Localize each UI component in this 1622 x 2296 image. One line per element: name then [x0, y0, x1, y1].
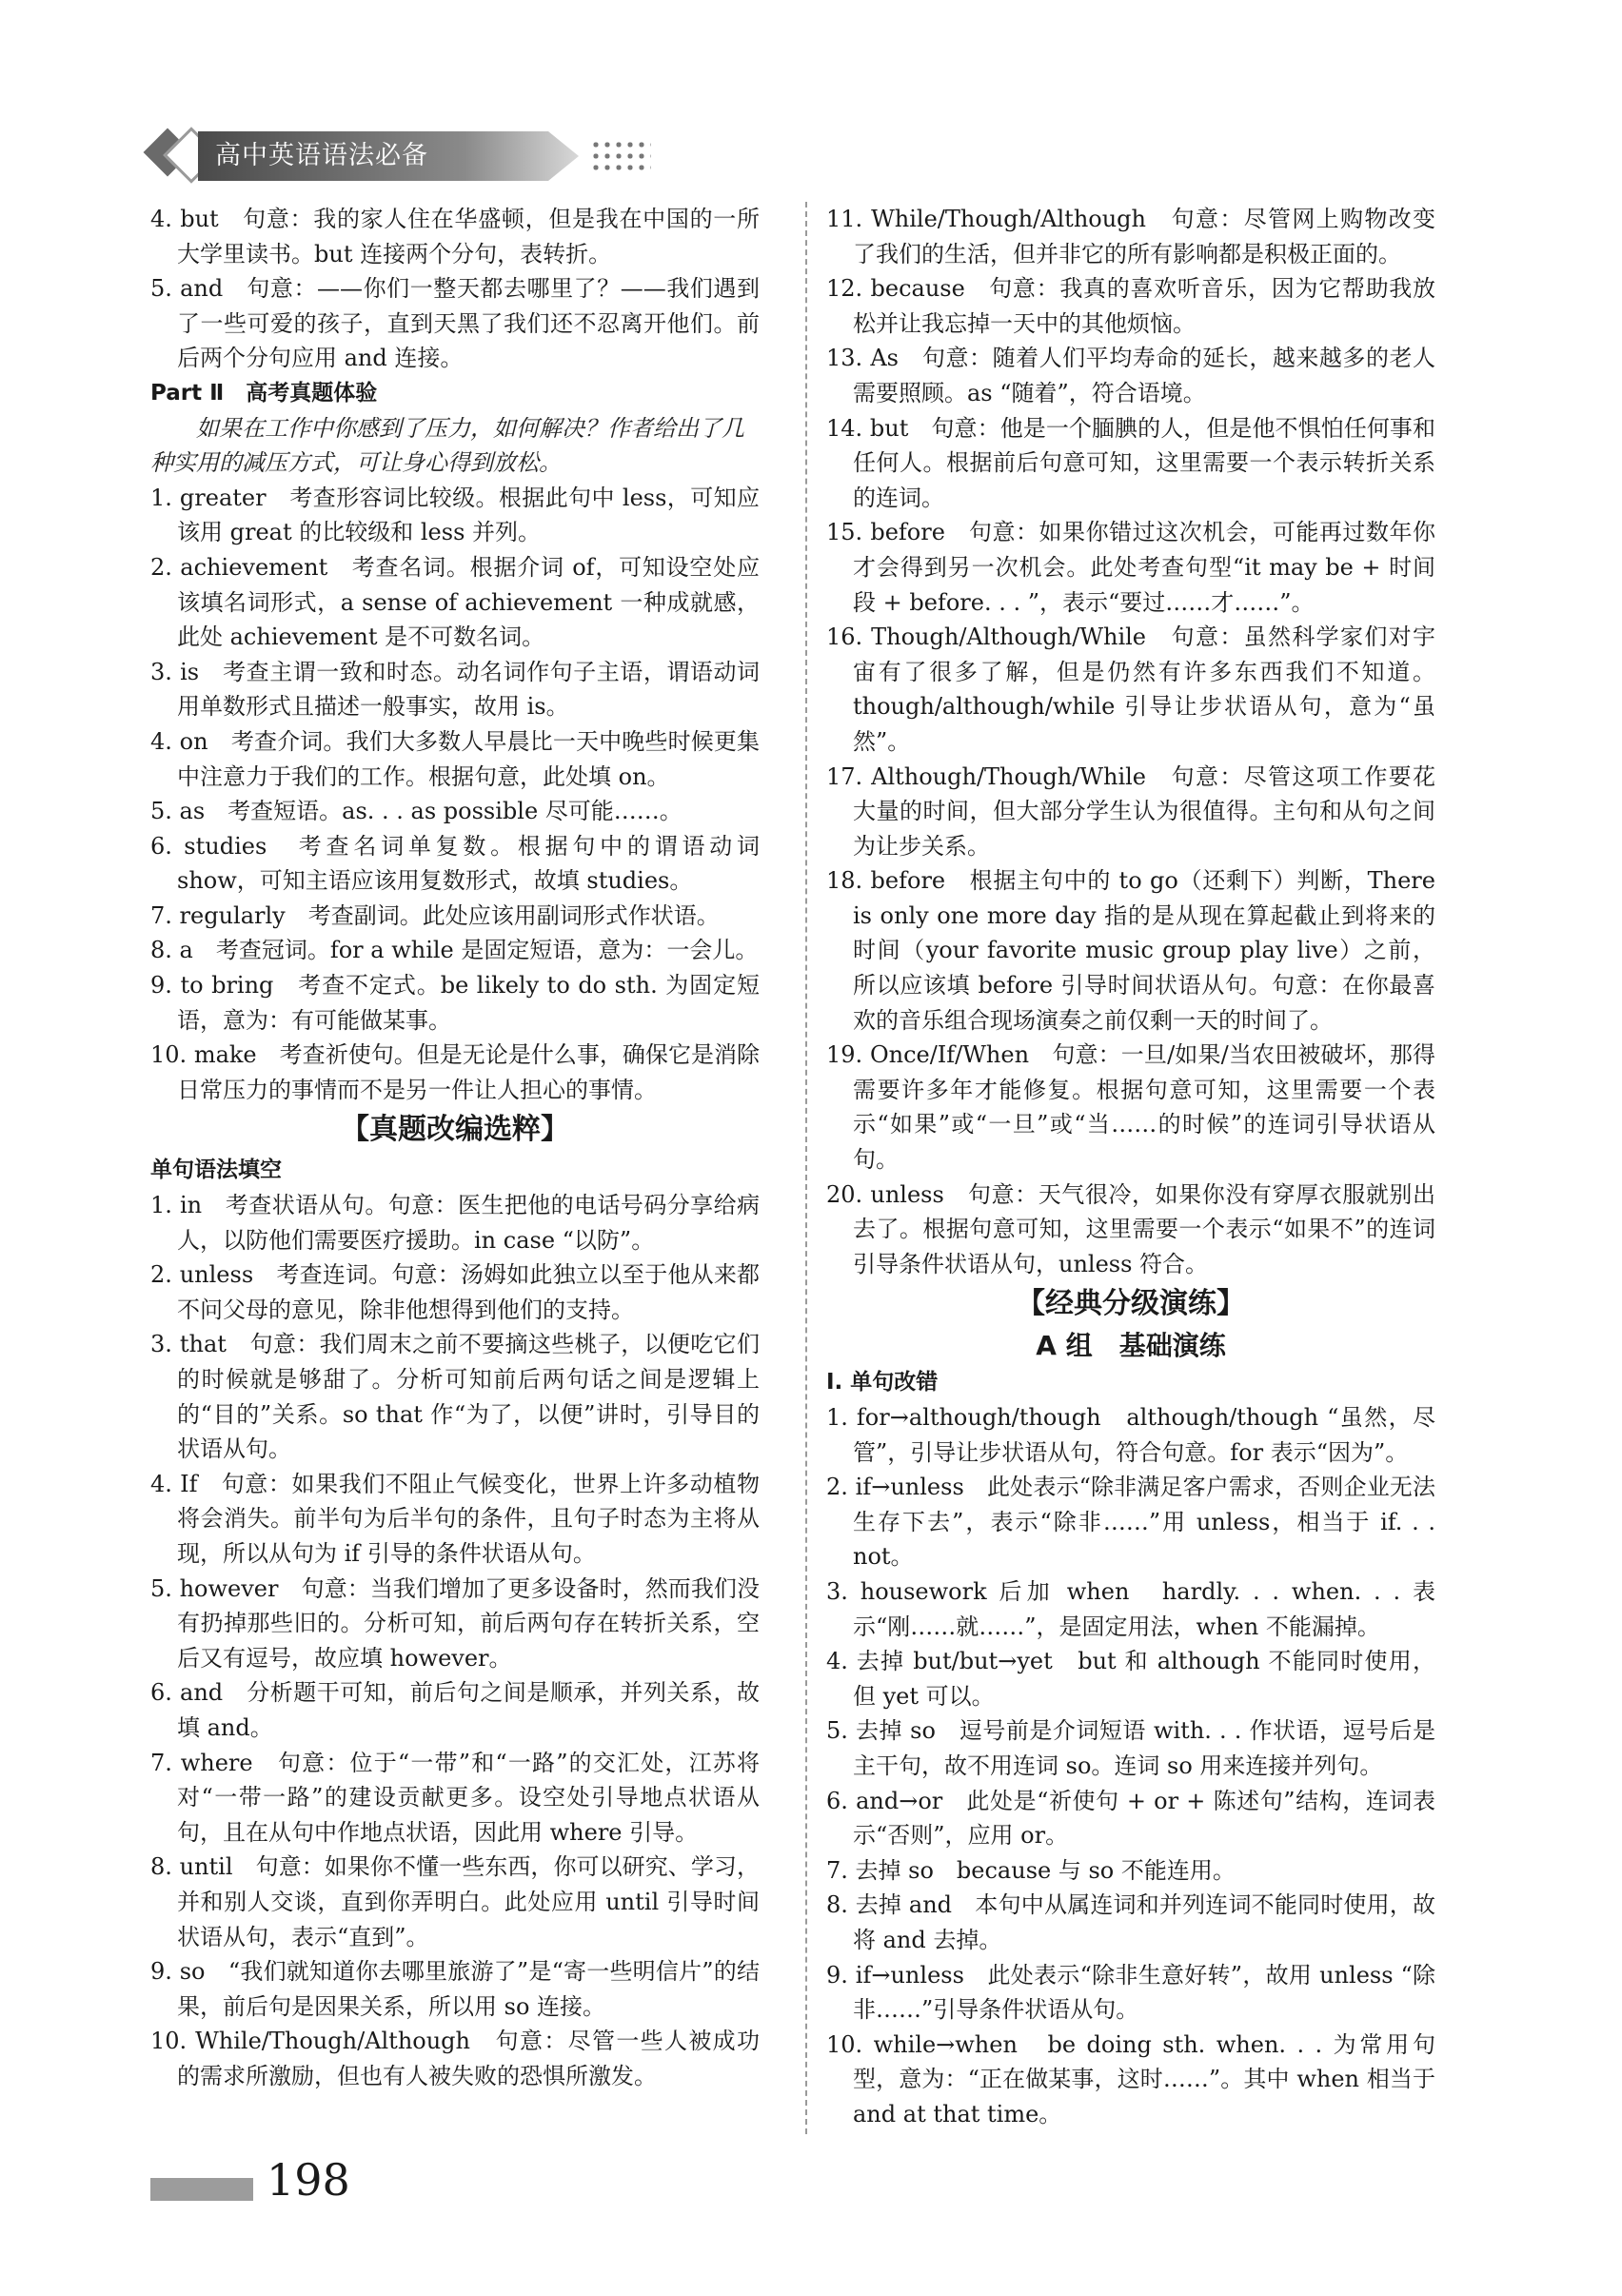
page-number: 198	[267, 2154, 350, 2206]
section-heading: 【经典分级演练】	[1017, 1287, 1245, 1321]
answer-item: 2. achievement 考查名词。根据介词 of，可知设空处应该填名词形式，a sense of achievement 一种成就感，此处 achievement 是不可数名词。	[150, 553, 760, 651]
answer-item: 8. until 句意：如果你不懂一些东西，你可以研究、学习，并和别人交谈，直到你弄明白。此处应用 until 引导时间状语从句，表示“直到”。	[150, 1853, 760, 1950]
left-column	[150, 202, 760, 2093]
column-divider	[805, 202, 807, 2134]
footer-bar	[150, 2178, 253, 2201]
answer-item: 20. unless 句意：天气很冷，如果你没有穿厚衣服就别出去了。根据句意可知，这里需要一个表示“如果不”的连词引导条件状语从句，unless 符合。	[826, 1180, 1435, 1277]
answer-item: 8. 去掉 and 本句中从属连词和并列连词不能同时使用，故将 and 去掉。	[826, 1891, 1435, 1953]
answer-item: 5. 去掉 so 逗号前是介词短语 with. . . 作状语，逗号后是主干句，故不用连词 so。连词 so 用来连接并列句。	[826, 1717, 1435, 1779]
answer-item: 5. as 考查短语。as. . . as possible 尽可能……。	[150, 798, 682, 825]
answer-item: 3. housework 后加 when hardly. . . when. . . 表示“刚……就……”，是固定用法，when 不能漏掉。	[826, 1577, 1435, 1640]
part-heading: Part Ⅱ 高考真题体验	[150, 380, 378, 406]
answer-item: 10. While/Though/Although 句意：尽管一些人被成功的需求所激励，但也有人被失败的恐惧所激发。	[150, 2028, 760, 2089]
answer-item: 9. so “我们就知道你去哪里旅游了”是“寄一些明信片”的结果，前后句是因果关系，所以用 so 连接。	[150, 1958, 760, 2020]
answer-item: 16. Though/Although/While 句意：虽然科学家们对宇宙有了很多了解，但是仍然有许多东西我们不知道。though/although/while 引导让步状语从句，意为“虽然”。	[826, 623, 1435, 755]
answer-item: 18. before 根据主句中的 to go（还剩下）判断，There is only one more day 指的是从现在算起截止到将来的时间（your favorite music group play live）之前，所以应该填 before 引导时间状语从句。句意：在你最喜欢的音乐组合现场演奏之前仅剩一天的时间了。	[826, 867, 1435, 1034]
section-heading: 【真题改编选粹】	[341, 1113, 569, 1147]
answer-item: 5. however 句意：当我们增加了更多设备时，然而我们没有扔掉那些旧的。分析可知，前后两句存在转折关系，空后又有逗号，故应填 however。	[150, 1574, 760, 1672]
answer-item: 1. for→although/though although/though “虽然，尽管”，引导让步状语从句，符合句意。for 表示“因为”。	[826, 1404, 1435, 1466]
answer-item: 15. before 句意：如果你错过这次机会，可能再过数年你才会得到另一次机会。此处考查句型“it may be + 时间段 + before. . . ”，表示“要过……才……”。	[826, 519, 1435, 616]
answer-item: 13. As 句意：随着人们平均寿命的延长，越来越多的老人需要照顾。as “随着”，符合语境。	[826, 345, 1435, 406]
answer-item: 3. that 句意：我们周末之前不要摘这些桃子，以便吃它们的时候就是够甜了。分析可知前后两句话之间是逻辑上的“目的”关系。so that 作“为了，以便”讲时，引导目的状语从句。	[150, 1331, 760, 1463]
answer-item: 6. and→or 此处是“祈使句 + or + 陈述句”结构，连词表示“否则”，应用 or。	[826, 1787, 1435, 1850]
answer-item: 9. to bring 考查不定式。be likely to do sth. 为固定短语，意为：有可能做某事。	[150, 972, 760, 1034]
answer-item: 9. if→unless 此处表示“除非生意好转”，故用 unless “除非……”引导条件状语从句。	[826, 1961, 1435, 2024]
answer-item: 7. 去掉 so because 与 so 不能连用。	[826, 1856, 1236, 1884]
answer-item: 1. greater 考查形容词比较级。根据此句中 less，可知应该用 great 的比较级和 less 并列。	[150, 484, 760, 546]
page-header	[143, 131, 676, 181]
answer-item: 3. is 考查主谓一致和时态。动名词作句子主语，谓语动词用单数形式且描述一般事实，故用 is。	[150, 658, 760, 721]
answer-item: 4. 去掉 but/but→yet but 和 although 不能同时使用，但 yet 可以。	[826, 1648, 1435, 1710]
answer-item: 8. a 考查冠词。for a while 是固定短语，意为：一会儿。	[150, 937, 759, 964]
answer-item: 12. because 句意：我真的喜欢听音乐，因为它帮助我放松并让我忘掉一天中的其他烦恼。	[826, 275, 1435, 337]
answer-item: 11. While/Though/Although 句意：尽管网上购物改变了我们的生活，但并非它的所有影响都是积极正面的。	[826, 206, 1435, 267]
subsection-heading: 单句语法填空	[150, 1158, 282, 1183]
answer-item: 6. and 分析题干可知，前后句之间是顺承，并列关系，故填 and。	[150, 1679, 760, 1741]
answer-item: 1. in 考查状语从句。句意：医生把他的电话号码分享给病人，以防他们需要医疗援助。in case “以防”。	[150, 1192, 760, 1254]
answer-item: 5. and 句意：——你们一整天都去哪里了？——我们遇到了一些可爱的孩子，直到天黑了我们还不忍离开他们。前后两个分句应用 and 连接。	[150, 275, 760, 372]
answer-item: 4. on 考查介词。我们大多数人早晨比一天中晚些时候更集中注意力于我们的工作。根据句意，此处填 on。	[150, 727, 760, 790]
answer-item: 17. Although/Though/While 句意：尽管这项工作要花大量的时间，但大部分学生认为很值得。主句和从句之间为让步关系。	[826, 762, 1435, 860]
answer-item: 2. unless 考查连词。句意：汤姆如此独立以至于他从来都不问父母的意见，除非他想得到他们的支持。	[150, 1261, 760, 1323]
answer-item: 4. If 句意：如果我们不阻止气候变化，世界上许多动植物将会消失。前半句为后半句的条件，且句子时态为主将从现，所以从句为 if 引导的条件状语从句。	[150, 1470, 760, 1567]
part-heading: Ⅰ. 单句改错	[826, 1370, 939, 1395]
answer-item: 7. regularly 考查副词。此处应该用副词形式作状语。	[150, 901, 720, 929]
group-heading: A 组 基础演练	[1036, 1330, 1226, 1362]
header-dots-icon	[590, 139, 651, 173]
answer-item: 10. while→when be doing sth. when. . . 为常用句型，意为：“正在做某事，这时……”。其中 when 相当于 and at that time。	[826, 2030, 1435, 2128]
answer-item: 4. but 句意：我的家人住在华盛顿，但是我在中国的一所大学里读书。but 连接两个分句，表转折。	[150, 206, 760, 267]
answer-item: 2. if→unless 此处表示“除非满足客户需求，否则企业无法生存下去”，表示“除非……”用 unless，相当于 if. . . not。	[826, 1474, 1435, 1571]
part-intro: 如果在工作中你感到了压力，如何解决？作者给出了几种实用的减压方式，可让身心得到放松。	[150, 414, 744, 477]
answer-item: 14. but 句意：他是一个腼腆的人，但是他不惧怕任何事和任何人。根据前后句意可知，这里需要一个表示转折关系的连词。	[826, 414, 1435, 511]
answer-item: 10. make 考查祈使句。但是无论是什么事，确保它是消除日常压力的事情而不是另一件让人担心的事情。	[150, 1041, 760, 1103]
answer-item: 6. studies 考查名词单复数。根据句中的谓语动词 show，可知主语应该用复数形式，故填 studies。	[150, 832, 760, 895]
book-title: 高中英语语法必备	[215, 141, 428, 170]
right-column	[826, 202, 1435, 2131]
answer-item: 19. Once/If/When 句意：一旦/如果/当农田被破坏，那得需要许多年才能修复。根据句意可知，这里需要一个表示“如果”或“一旦”或“当……的时候”的连词引导状语从句。	[826, 1041, 1435, 1174]
answer-item: 7. where 句意：位于“一带”和“一路”的交汇处，江苏将对“一带一路”的建设贡献更多。设空处引导地点状语从句，且在从句中作地点状语，因此用 where 引导。	[150, 1749, 760, 1846]
